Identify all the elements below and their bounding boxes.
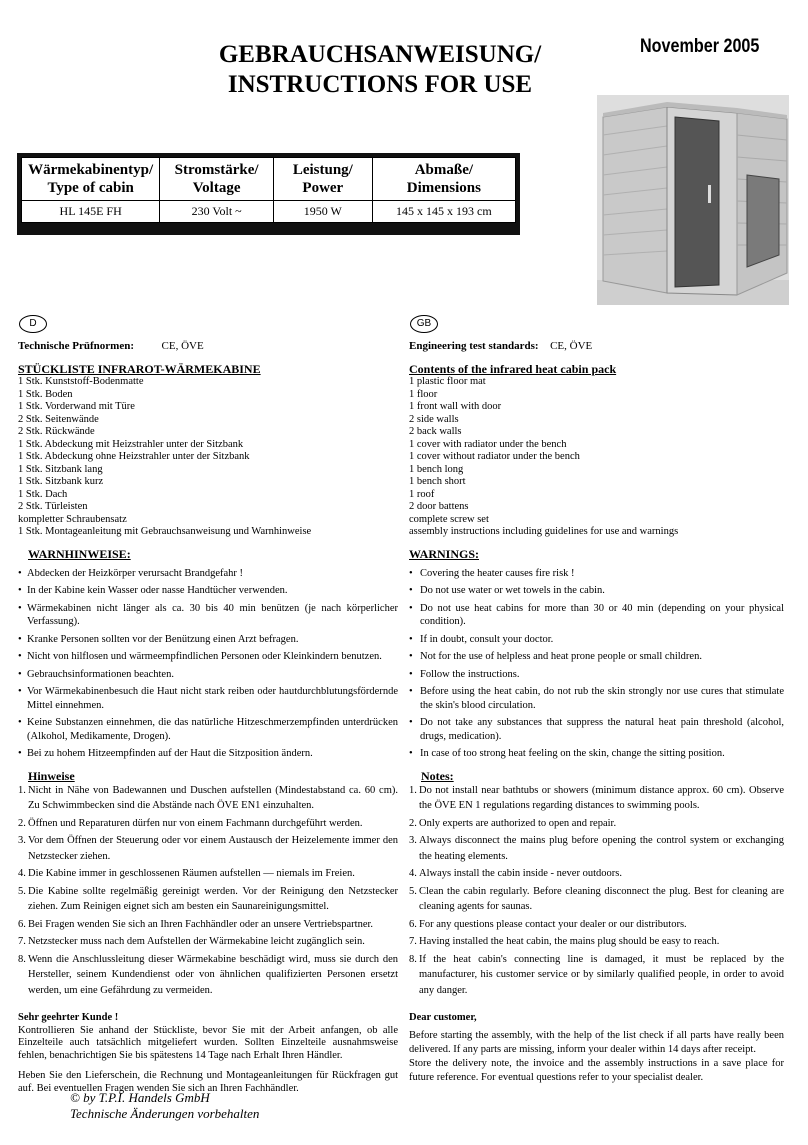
footer-disclaimer: Technische Änderungen vorbehalten (70, 1106, 260, 1121)
spec-cell-dimensions: 145 x 145 x 193 cm (372, 201, 515, 223)
list-item: 7. Having installed the heat cabin, the mains plug should be easy to reach. (409, 936, 720, 947)
de-standards-value: CE, ÖVE (161, 340, 204, 352)
de-warnings-heading: WARNHINWEISE: (28, 546, 131, 561)
list-item: • Keine Substanzen einnehmen, die das natürliche Hitzeschmerzempfinden unterdrücken (Alkohol, Medikamente, Drogen). (18, 717, 398, 742)
spec-table-header-row (22, 158, 516, 201)
list-item: • Before using the heat cabin, do not rub the skin strongly nor use cures that stimulate the skin's blood circulation. (409, 686, 784, 711)
list-item: complete screw set (409, 513, 489, 525)
en-standards-value: CE, ÖVE (550, 340, 593, 352)
list-item: 1 Stk. Sitzbank kurz (18, 476, 104, 487)
list-item: • In der Kabine kein Wasser oder nasse Handtücher verwenden. (18, 585, 288, 596)
bullet-icon: • (409, 633, 413, 645)
de-customer-heading: Sehr geehrter Kunde ! (18, 1012, 119, 1023)
en-customer-heading: Dear customer, (409, 1012, 477, 1023)
list-item: 2 Stk. Rückwände (18, 426, 95, 437)
en-customer-paragraph-2: Store the delivery note, the invoice and the assembly instructions in a save place for future reference. For eventual questions refer to your specialist dealer. (409, 1057, 784, 1083)
bullet-icon: • (18, 633, 22, 645)
list-item: • Kranke Personen sollten vor der Benützung einen Arzt befragen. (18, 633, 299, 645)
document-date: November 2005 (640, 36, 760, 57)
bullet-icon: • (18, 585, 22, 596)
list-item: 1 plastic floor mat (409, 376, 486, 387)
list-item: 6. For any questions please contact your dealer or our distributors. (409, 918, 687, 930)
bullet-icon: • (409, 567, 413, 579)
lang-badge-gb: GB (410, 315, 438, 333)
spec-table (21, 157, 516, 223)
spec-cell-voltage: 230 Volt ~ (160, 201, 274, 223)
list-item: • Do not use heat cabins for more than 30 or 40 min (depending on your physical condition). (409, 602, 784, 627)
bullet-icon: • (409, 748, 413, 759)
de-standards-label: Technische Prüfnormen: (18, 340, 135, 352)
lang-badge-de: D (19, 315, 47, 333)
en-warnings-heading: WARNINGS: (409, 546, 480, 561)
en-warnings-list (409, 567, 784, 761)
list-item: 1 cover without radiator under the bench (409, 451, 580, 462)
bullet-icon: • (409, 717, 413, 728)
de-parts-heading: STÜCKLISTE INFRAROT-WÄRMEKABINE (18, 362, 261, 376)
en-column (409, 339, 784, 1085)
en-notes-list (409, 783, 784, 999)
spec-cell-power: 1950 W (273, 201, 372, 223)
spec-table-row (22, 201, 516, 223)
en-parts-heading: Contents of the infrared heat cabin pack (409, 362, 617, 376)
document-title (190, 40, 570, 100)
spec-header-type: Wärmekabinentyp/ Type of cabin (22, 158, 160, 201)
spec-cell-type: HL 145E FH (22, 201, 160, 223)
list-item: • Nicht von hilflosen und wärmeempfindlichen Personen oder Kleinkindern benutzen. (18, 651, 382, 662)
list-item: • Not for the use of helpless and heat prone people or small children. (409, 651, 702, 662)
list-item: 6. Bei Fragen wenden Sie sich an Ihren Fachhändler oder an unsere Vertriebspartner. (18, 918, 374, 930)
list-item: 1 bench long (409, 463, 464, 475)
list-item: 1. Do not install near bathtubs or showers (minimum distance approx. 60 cm). Observe the ÖVE EN 1 regulations regarding distances to swimming pools. (409, 784, 784, 811)
bullet-icon: • (18, 748, 22, 759)
title-line-2: INSTRUCTIONS FOR USE (227, 71, 533, 98)
list-item: 2. Only experts are authorized to open and repair. (409, 817, 617, 829)
list-item: • Do not use water or wet towels in the cabin. (409, 585, 605, 596)
list-item: 1 floor (409, 388, 438, 400)
list-item: 1 roof (409, 488, 435, 500)
de-parts-list (18, 376, 398, 539)
list-item: 2 door battens (409, 501, 469, 512)
list-item: 1 Stk. Sitzbank lang (18, 463, 103, 475)
list-item: 1 Stk. Abdeckung ohne Heizstrahler unter der Sitzbank (18, 451, 250, 462)
list-item: 1 Stk. Dach (18, 488, 68, 500)
list-item: 3. Always disconnect the mains plug before opening the control system or exchanging the heating elements. (409, 835, 784, 862)
en-customer-paragraph-1: Before starting the assembly, with the help of the list check if all parts have really been delivered. If any parts are missing, inform your dealer within 14 days after receipt. (409, 1029, 784, 1055)
spec-header-voltage: Stromstärke/ Voltage (160, 158, 274, 201)
list-item: 2 side walls (409, 413, 459, 425)
en-standards (409, 339, 784, 353)
en-notes-heading: Notes: (421, 768, 454, 783)
cabin-illustration-icon (597, 95, 789, 305)
spec-table-frame (17, 153, 520, 235)
list-item: 1 Stk. Abdeckung mit Heizstrahler unter der Sitzbank (18, 438, 244, 450)
list-item: 1 front wall with door (409, 401, 502, 412)
list-item: 3. Vor dem Öffnen der Steuerung oder vor einem Austausch der Heizelemente immer den Netzstecker ziehen. (18, 835, 398, 862)
de-warnings-list (18, 567, 398, 761)
de-customer-paragraph-2: Heben Sie den Lieferschein, die Rechnung und Montageanleitungen für Rückfragen gut auf. Bei eventuellen Fragen wenden Sie sich an Ihren Fachhändler. (18, 1070, 398, 1094)
cabin-photo (597, 95, 789, 305)
list-item: 5. Clean the cabin regularly. Before cleaning disconnect the plug. Best for cleaning are cleaning agents for saunas. (409, 885, 784, 912)
list-item: 1 bench short (409, 476, 466, 487)
bullet-icon: • (18, 602, 22, 614)
bullet-icon: • (409, 686, 413, 697)
list-item: 4. Die Kabine immer in geschlossenen Räumen aufstellen — niemals im Freien. (18, 868, 355, 879)
list-item: 2 Stk. Seitenwände (18, 413, 99, 425)
list-item: 7. Netzstecker muss nach dem Aufstellen der Wärmekabine leicht zugänglich sein. (18, 936, 365, 947)
list-item: 1 Stk. Kunststoff-Bodenmatte (18, 376, 144, 387)
footer (70, 1090, 259, 1122)
footer-copyright: © by T.P.I. Handels GmbH (70, 1090, 210, 1105)
de-notes-list (18, 783, 398, 999)
de-notes-heading: Hinweise (28, 768, 75, 783)
bullet-icon: • (18, 686, 22, 697)
list-item: • Abdecken der Heizkörper verursacht Brandgefahr ! (18, 567, 244, 579)
list-item: • Bei zu hohem Hitzeempfinden auf der Haut die Sitzposition ändern. (18, 748, 313, 759)
en-parts-list (409, 376, 784, 539)
bullet-icon: • (409, 668, 413, 680)
list-item: 1 Stk. Montageanleitung mit Gebrauchsanweisung und Warnhinweise (18, 526, 312, 537)
bullet-icon: • (409, 585, 413, 596)
list-item: • Follow the instructions. (409, 668, 520, 680)
list-item: • Vor Wärmekabinenbesuch die Haut nicht stark reiben oder hautdurchblutungsfördernde Mittel einnehmen. (18, 686, 398, 711)
list-item: • Gebrauchsinformationen beachten. (18, 668, 174, 680)
bullet-icon: • (409, 651, 413, 662)
list-item: • Wärmekabinen nicht länger als ca. 30 bis 40 min benützen (je nach körperlicher Verfassung). (18, 602, 398, 627)
list-item: • Do not take any substances that suppress the natural heat pain threshold (alcohol, drugs, medication). (409, 717, 784, 742)
list-item: 8. If the heat cabin's connecting line is damaged, it must be replaced by the manufacturer, his customer service or by similarly qualified people, in order to avoid any danger. (409, 953, 784, 996)
list-item: 1 Stk. Vorderwand mit Türe (18, 401, 135, 412)
list-item: 2 Stk. Türleisten (18, 501, 88, 512)
list-item: 5. Die Kabine sollte regelmäßig gereinigt werden. Vor der Reinigung den Netzstecker ziehen. Zum Reinigen eignet sich am besten ein Saunareinigungsmittel. (18, 885, 398, 912)
bullet-icon: • (18, 717, 22, 728)
de-column (18, 339, 398, 1095)
list-item: assembly instructions including guidelines for use and warnings (409, 526, 679, 537)
en-standards-label: Engineering test standards: (409, 340, 539, 352)
list-item: • Covering the heater causes fire risk ! (409, 567, 575, 579)
list-item: 2. Öffnen und Reparaturen dürfen nur von einem Fachmann durchgeführt werden. (18, 817, 363, 829)
spec-header-power: Leistung/ Power (273, 158, 372, 201)
list-item: 1. Nicht in Nähe von Badewannen und Duschen aufstellen (Mindestabstand ca. 60 cm). Zu Schwimmbecken sind die Abstände nach ÖVE EN1 einzuhalten. (18, 784, 398, 811)
de-standards (18, 339, 398, 353)
list-item: 1 cover with radiator under the bench (409, 438, 567, 450)
bullet-icon: • (18, 668, 22, 680)
spec-header-dimensions: Abmaße/ Dimensions (372, 158, 515, 201)
de-customer-paragraph-1: Kontrollieren Sie anhand der Stückliste, bevor Sie mit der Arbeit anfangen, ob alle Einzelteile auch tatsächlich mitgeliefert wurden. Sollten Einzelteile ausnahmsweise fehlen, benachrichtigen Sie bis spätestens 14 Tage nach Erhalt Ihren Händler. (18, 1024, 398, 1061)
list-item: kompletter Schraubensatz (18, 513, 127, 525)
list-item: • In case of too strong heat feeling on the skin, change the sitting position. (409, 748, 725, 759)
title-line-1: GEBRAUCHSANWEISUNG/ (218, 41, 542, 68)
bullet-icon: • (18, 567, 22, 579)
list-item: • If in doubt, consult your doctor. (409, 633, 554, 645)
bullet-icon: • (409, 602, 413, 614)
list-item: 8. Wenn die Anschlussleitung dieser Wärmekabine beschädigt wird, muss sie durch den Hersteller, seinem Kundendienst oder von ähnlichen qualifizierten Personen ersetzt werden, um eine Gefährdung zu vermeiden. (18, 953, 398, 996)
list-item: 4. Always install the cabin inside - never outdoors. (409, 868, 622, 879)
list-item: 2 back walls (409, 426, 462, 437)
bullet-icon: • (18, 651, 22, 662)
list-item: 1 Stk. Boden (18, 388, 73, 400)
